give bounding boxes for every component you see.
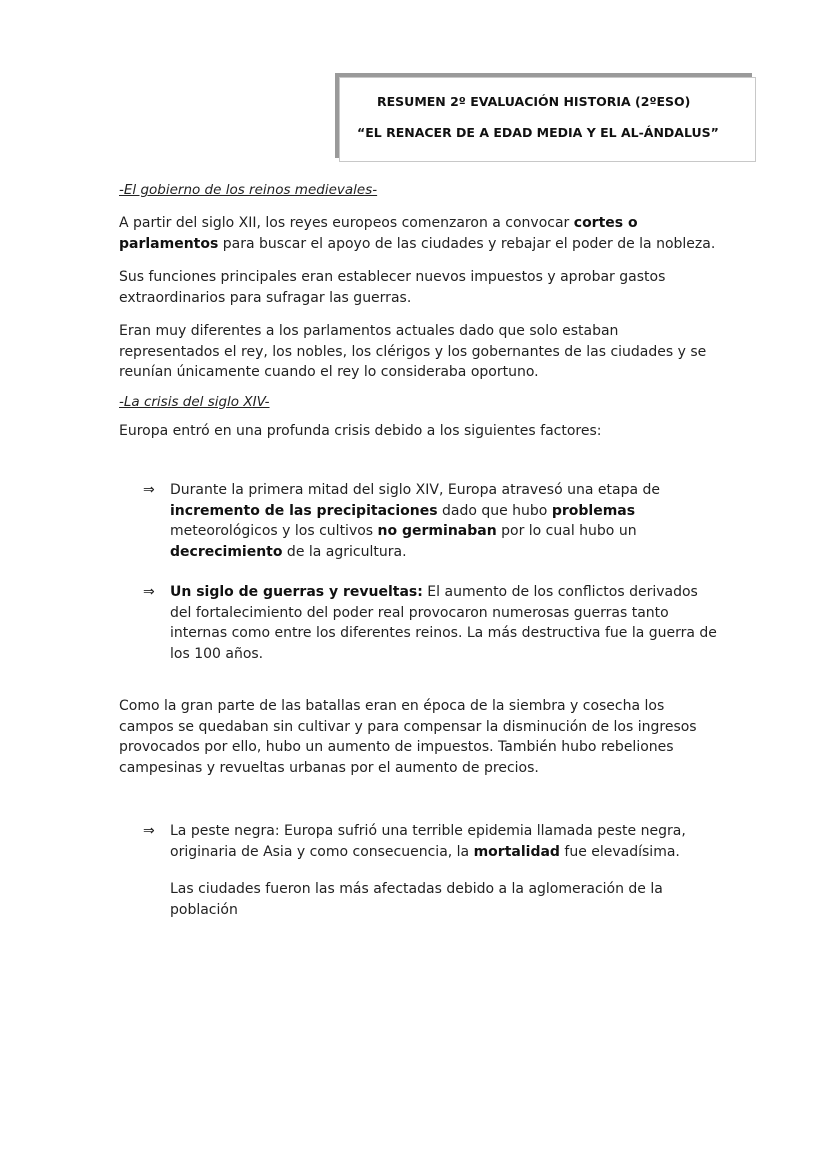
bullet-peste-negra	[119, 821, 719, 920]
bold-text: problemas	[551, 502, 636, 519]
document-body	[119, 180, 719, 920]
paragraph-intro-crisis: Europa entró en una profunda crisis debido a los siguientes factores:	[119, 422, 602, 439]
arrow-icon: ⇒	[143, 584, 155, 600]
arrow-icon: ⇒	[143, 823, 155, 839]
text: El aumento de los conflictos derivados del fortalecimiento del poder real provocaron numerosas guerras tanto internas como entre los diferentes reinos. La más destructiva fue la guerra de los 100 años.	[170, 584, 717, 662]
title-box	[339, 77, 756, 162]
text: dado que hubo	[437, 502, 552, 519]
text: de la agricultura.	[282, 543, 407, 560]
text: por lo cual hubo un	[496, 523, 637, 539]
text: meteorológicos y los cultivos	[170, 523, 378, 539]
bold-text: cortes o parlamentos	[119, 215, 638, 252]
paragraph-diferencias: Eran muy diferentes a los parlamentos actuales dado que solo estaban representados el rey, los nobles, los clérigos y los gobernantes de las ciudades y se reunían únicamente cuando el rey lo consideraba oportuno.	[119, 323, 707, 380]
paragraph-funciones: Sus funciones principales eran establecer nuevos impuestos y aprobar gastos extraordinarios para sufragar las guerras.	[119, 269, 666, 306]
bullet-precipitaciones	[119, 480, 719, 562]
bullet-guerras	[119, 582, 719, 664]
text: para buscar el apoyo de las ciudades y rebajar el poder de la nobleza.	[218, 235, 716, 252]
text: Durante la primera mitad del siglo XIV, Europa atravesó una etapa de	[170, 482, 660, 498]
section-heading-crisis: -La crisis del siglo XIV-	[119, 393, 270, 410]
text: La peste negra: Europa sufrió una terrible epidemia llamada peste negra, originaria de Asia y como consecuencia, la	[170, 823, 686, 860]
section-heading-gobierno: -El gobierno de los reinos medievales-	[119, 182, 378, 198]
text: A partir del siglo XII, los reyes europeos comenzaron a convocar	[119, 215, 574, 231]
bold-text: decrecimiento	[170, 543, 283, 560]
bold-text: incremento de las precipitaciones	[170, 502, 438, 519]
text: fue elevadísima.	[559, 843, 680, 860]
paragraph-cortes	[119, 213, 719, 254]
bold-text: no germinaban	[377, 523, 497, 539]
title-line-2: “EL RENACER DE A EDAD MEDIA Y EL AL-ÁNDALUS”	[357, 125, 719, 140]
bold-text: Un siglo de guerras y revueltas:	[170, 584, 423, 600]
bold-text: mortalidad	[473, 843, 560, 860]
title-line-1: RESUMEN 2º EVALUACIÓN HISTORIA (2ºESO)	[377, 94, 691, 109]
paragraph-ciudades: Las ciudades fueron las más afectadas debido a la aglomeración de la población	[170, 881, 663, 918]
arrow-icon: ⇒	[143, 482, 155, 498]
paragraph-batallas: Como la gran parte de las batallas eran en época de la siembra y cosecha los campos se quedaban sin cultivar y para compensar la disminución de los ingresos provocados por ello, hubo un aumento de impuestos. También hubo rebeliones campesinas y revueltas urbanas por el aumento de precios.	[119, 698, 697, 776]
